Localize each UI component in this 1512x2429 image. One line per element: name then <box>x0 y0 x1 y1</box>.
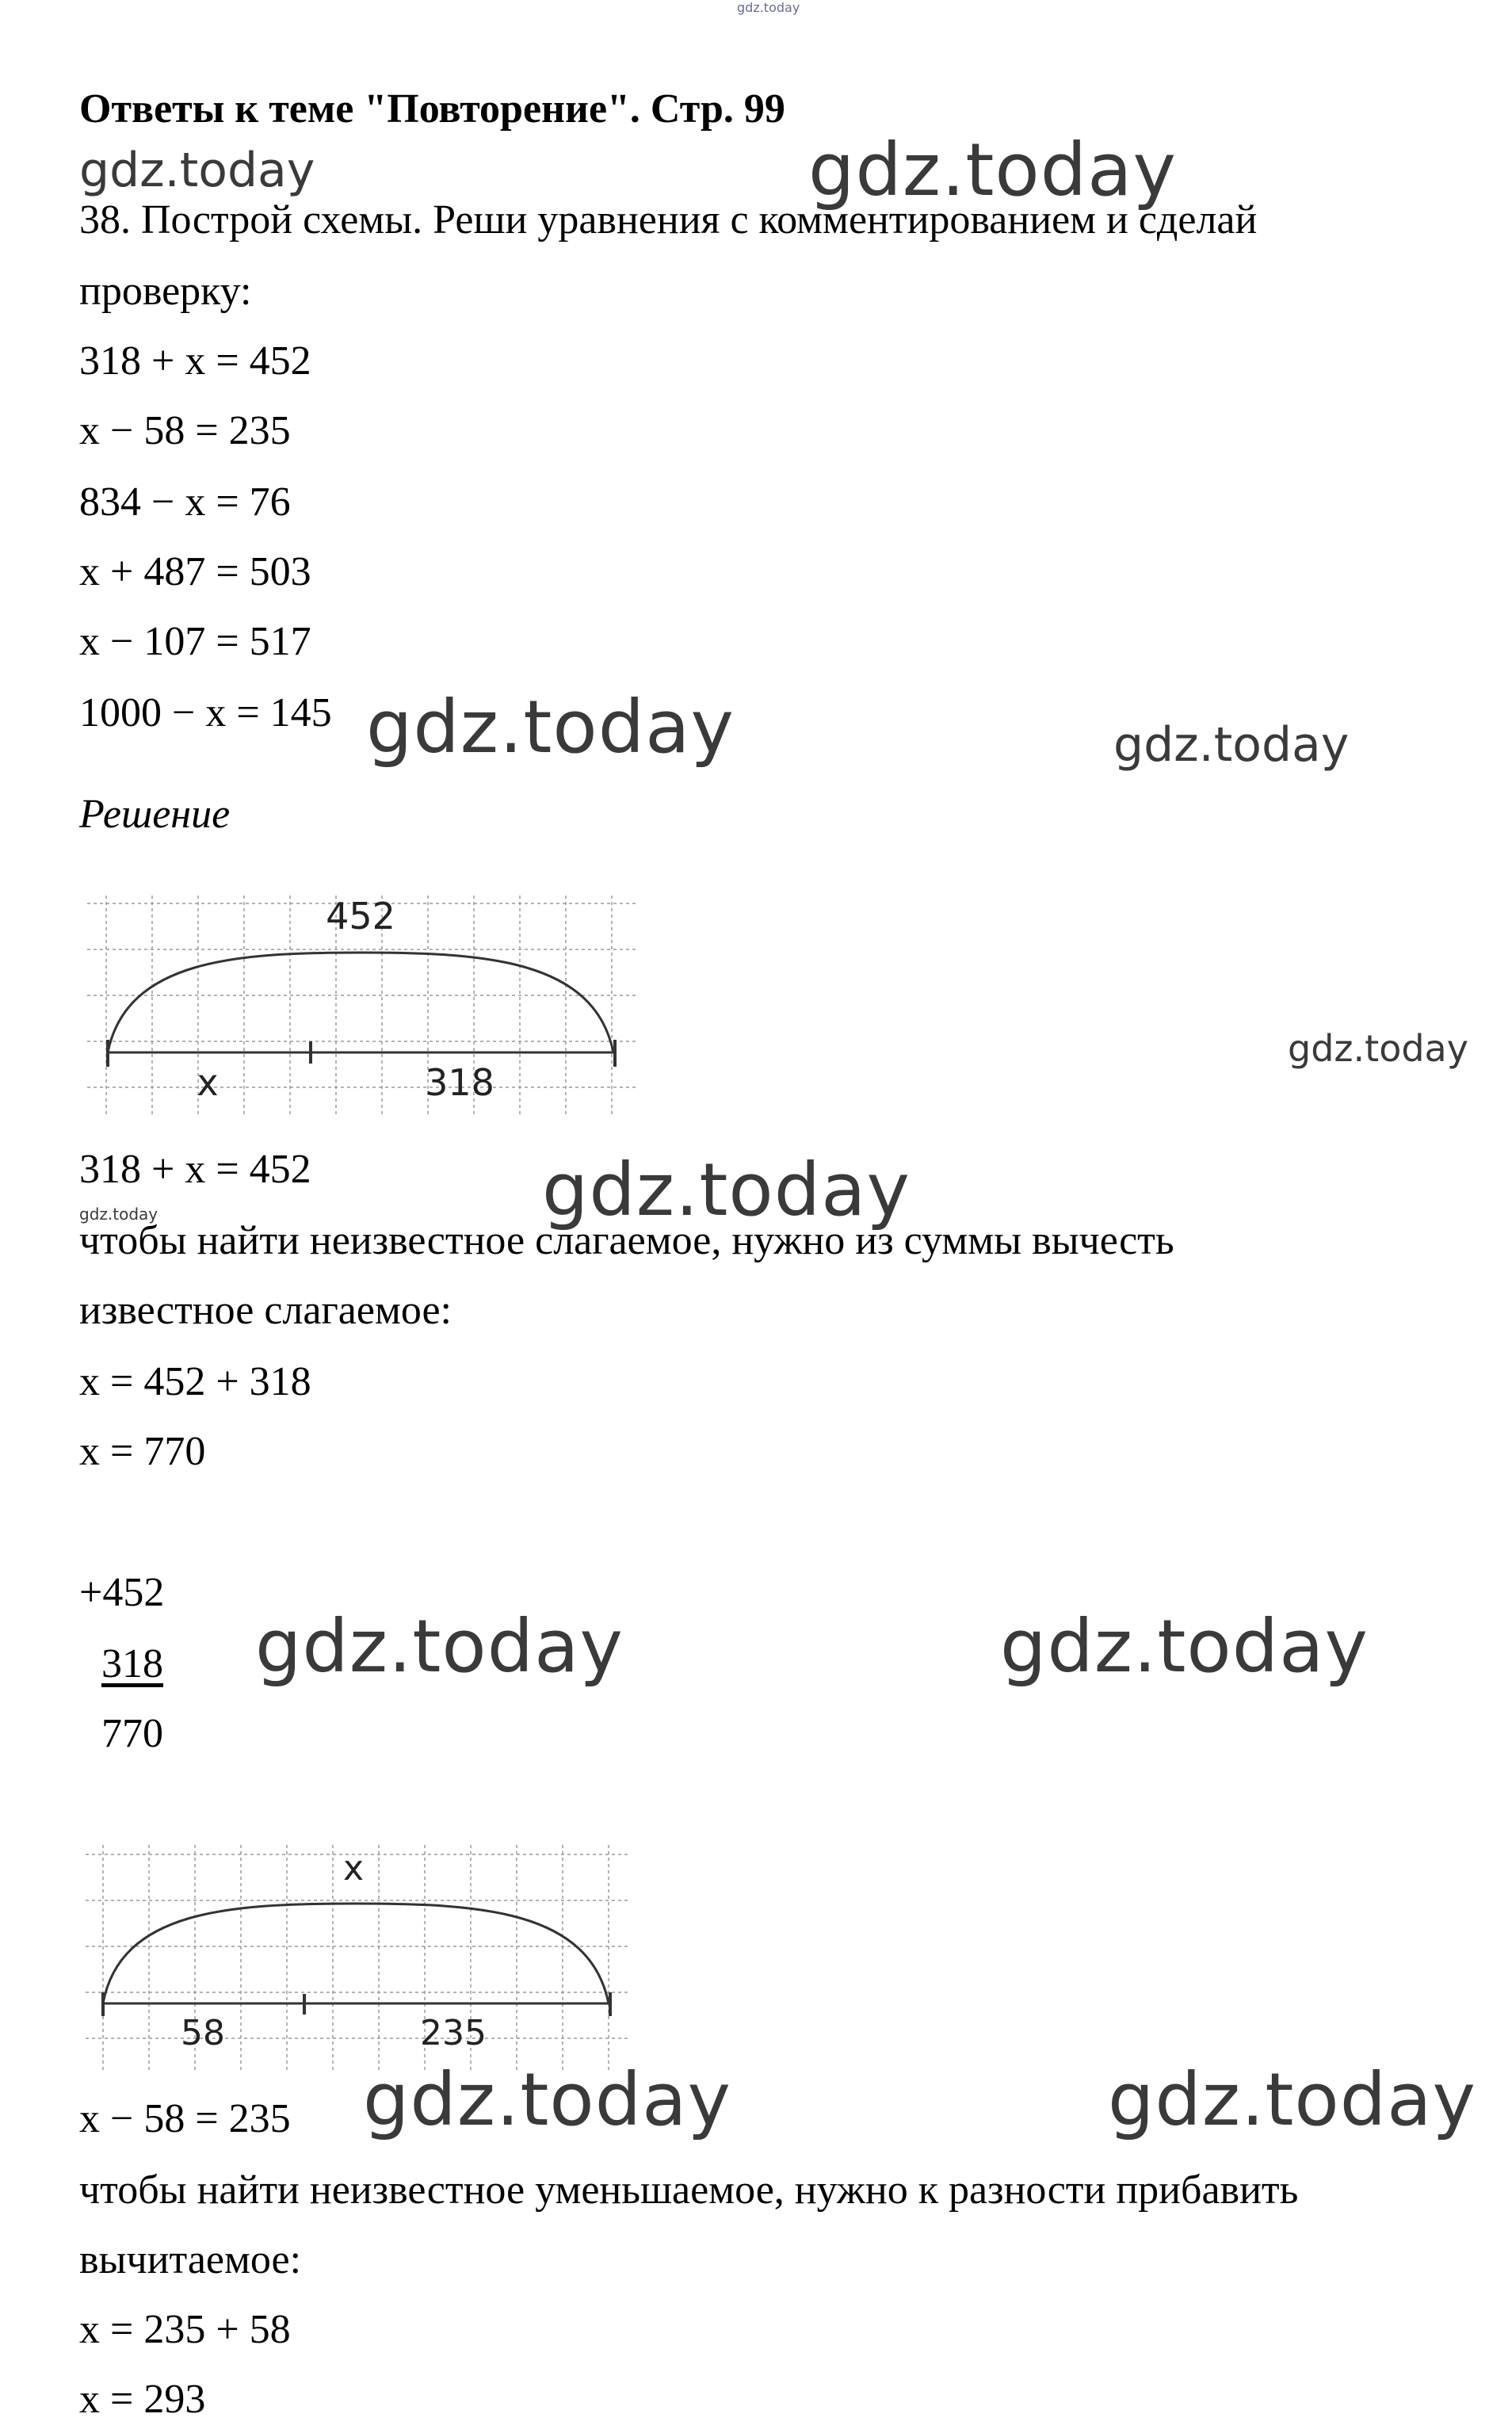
watermark-2: gdz.today <box>808 128 1177 212</box>
watermark-7: gdz.today <box>79 1205 158 1224</box>
diagram2-right-label: 235 <box>420 2013 487 2053</box>
page-heading: Ответы к теме "Повторение". Стр. 99 <box>79 86 785 132</box>
part2-equation: x − 58 = 235 <box>79 2096 291 2141</box>
check-result-number: 770 <box>101 1711 163 1756</box>
task-equation-4: x + 487 = 503 <box>79 549 311 594</box>
part1-rule-line-2: известное слагаемое: <box>79 1288 452 1333</box>
part2-rule-line-1: чтобы найти неизвестное уменьшаемое, нужно к разности прибавить <box>79 2167 1299 2213</box>
task-line-2: проверку: <box>79 269 252 314</box>
diagram1-right-label: 318 <box>425 1061 494 1104</box>
part1-step-2: x = 770 <box>79 1429 206 1474</box>
scheme-diagram-1 <box>79 880 642 1125</box>
task-equation-3: 834 − x = 76 <box>79 479 291 525</box>
total-arc-1 <box>108 953 613 1052</box>
watermark-4: gdz.today <box>1113 717 1350 773</box>
part2-rule-line-2: вычитаемое: <box>79 2237 302 2282</box>
diagram1-left-label: x <box>197 1061 219 1104</box>
watermark-3: gdz.today <box>366 685 735 770</box>
part2-step-2: x = 293 <box>79 2377 206 2422</box>
solution-label: Решение <box>79 792 231 837</box>
part1-rule-line-1: чтобы найти неизвестное слагаемое, нужно из суммы вычесть <box>79 1218 1174 1263</box>
watermark-6: gdz.today <box>542 1148 911 1232</box>
task-line-1: 38. Построй схемы. Реши уравнения с комментированием и сделай <box>79 197 1258 243</box>
total-arc-2 <box>103 1904 609 2003</box>
task-equation-2: x − 58 = 235 <box>79 408 291 453</box>
watermark-1: gdz.today <box>79 143 315 198</box>
part1-step-1: x = 452 + 318 <box>79 1359 311 1404</box>
diagram2-left-label: 58 <box>181 2013 225 2053</box>
watermark-8: gdz.today <box>255 1604 624 1689</box>
task-equation-1: 318 + x = 452 <box>79 338 311 384</box>
watermark-5: gdz.today <box>1288 1027 1468 1070</box>
task-equation-5: x − 107 = 517 <box>79 619 311 664</box>
watermark-9: gdz.today <box>1000 1604 1369 1689</box>
check-top-number: +452 <box>79 1570 165 1615</box>
scheme-diagram-2 <box>79 1837 634 2075</box>
part2-step-1: x = 235 + 58 <box>79 2307 291 2352</box>
watermark-top: gdz.today <box>737 0 800 15</box>
part1-equation: 318 + x = 452 <box>79 1147 311 1192</box>
task-equation-6: 1000 − x = 145 <box>79 690 332 735</box>
diagram2-total-label: x <box>342 1848 365 1889</box>
watermark-10: gdz.today <box>363 2057 731 2142</box>
check-middle-number: 318 <box>101 1641 163 1686</box>
watermark-11: gdz.today <box>1108 2057 1476 2142</box>
diagram1-total-label: 452 <box>326 895 395 938</box>
